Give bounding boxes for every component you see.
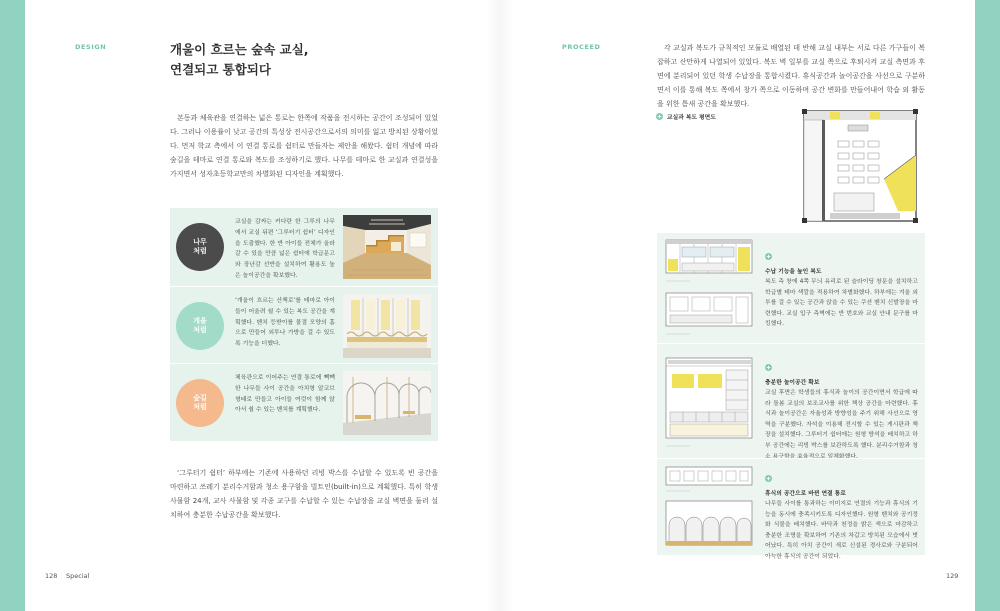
detail-text-block: [765, 468, 918, 563]
closing-paragraph: ‘그루터기 쉼터’ 하부에는 기존에 사용하던 리빙 박스를 수납할 수 있도록 빈 공간을 마련하고 쓰레기 분리수거함과 청소 용구함을 빌트인(built-in)으로 계획했다. 특히 학생 사물함 24개, 교사 사물함 및 각종 교구를 수납할 수 있는 수납장을 교실 벽면을 둘러 설치하여 충분한 수납공간을 확보했다.: [170, 469, 438, 519]
stump-shelter-classroom-photo: [343, 215, 431, 279]
detail-description: 교실 후면은 학생들의 휴식과 놀이의 공간이면서 학급에 따라 돌봄 교실의 보조교사를 위한 책상 공간을 마련했다. 휴식과 놀이공간은 자율성과 방향성을 주기 위해 사선으로 영역을 구분했다. 자석을 이용해 전시할 수 있는 게시판과 책장을 설치했다. 그루터기 쉼터에는 원형 방석을 배치하고 하부 공간에는 리빙 박스를 보관하도록 했다. 분리수거함과 청소 용구함을 효율적으로 일체화했다.: [765, 390, 918, 460]
page-gutter: [486, 0, 514, 611]
article-title-line-2: 연결되고 통합되다: [170, 62, 271, 77]
detail-description: 나무들 사이를 통과하는 이미지로 연결의 기능과 휴식의 기능을 동시에 충족시키도록 디자인했다. 원형 벤치와 공기정화 식물을 배치했다. 바닥과 천정을 밝은 색으로 마감하고 충분한 조명을 확보하여 기존의 차갑고 방치된 모습에서 벗어났다. 특히 아치 공간이 새로 신설된 경사로와 구분되어 아늑한 휴식의 공간이 되었다.: [765, 501, 918, 560]
corridor-wave-bench-photo: [343, 294, 431, 358]
theme-badge-forest-path: [176, 379, 224, 427]
plus-circle-icon: [656, 113, 663, 120]
badge-label-line-1: 개울: [193, 317, 207, 325]
detail-text-block: [765, 246, 918, 341]
detail-text-block: [765, 357, 918, 463]
left-edge-color-bar: [0, 0, 25, 611]
article-title: [170, 40, 450, 80]
detail-row-corridor-storage: [657, 233, 925, 342]
badge-label-line-2: 처럼: [193, 403, 207, 411]
plus-circle-icon: [765, 475, 772, 482]
intro-paragraph: 본동과 체육관을 연결하는 넓은 통로는 한쪽에 작품을 전시하는 공간이 조성되어 있었다. 그러나 이용률이 낮고 공간의 특성상 전시공간으로서의 의미를 잃고 방치된 상황이었다. 먼저 학교 측에서 이 연결 통로를 쉼터로 만들자는 제안을 해왔다. 쉼터 개념에 따라 숲길을 테마로 연결 통로와 복도를 조성하기로 했다. 나무를 테마로 한 교실과 연결성을 가지면서 성자초등학교만의 차별화된 디자인을 계획했다.: [170, 114, 438, 178]
feature-description: 교실을 감싸는 커다란 한 그루의 나무에서 교실 뒤편 ‘그루터기 쉼터’ 디자인을 도출했다. 한 반 아이들 전체가 올라갈 수 있을 만큼 넓은 쉼터에 학급문고와 장난감 선반을 설치하여 활용도 높은 놀이공간을 확보했다.: [235, 219, 335, 279]
detail-title: 충분한 놀이공간 확보: [765, 380, 820, 386]
badge-label-line-2: 처럼: [193, 247, 207, 255]
feature-row-stream: [170, 286, 438, 364]
detail-title: 수납 기능을 높인 복도: [765, 269, 822, 275]
floor-plan-caption: [656, 112, 716, 121]
detail-description: 복도 측 창에 4쪽 무늬 유리로 된 슬라이딩 창문을 설치하고 학급별 테마 색깔을 적용하여 차별화했다. 하부에는 겨울 외투를 걸 수 있는 공간과 앉을 수 있는 쿠션 벤치 신발장을 마련했다. 교실 입구 측벽에는 반 번호와 교실 안내 문구를 마킹했다.: [765, 279, 918, 328]
detail-row-play-space: [657, 343, 925, 458]
section-name: Special: [66, 572, 90, 580]
arched-passage-elevation-drawing: [660, 461, 758, 554]
badge-label-line-1: 숲길: [193, 394, 207, 402]
section-kicker-proceed: PROCEED: [562, 43, 601, 51]
detail-row-connecting-passage: [657, 458, 925, 560]
article-title-line-1: 개울이 흐르는 숲속 교실,: [170, 42, 309, 57]
theme-badge-stream: [176, 302, 224, 350]
page-number-right: 129: [946, 572, 959, 580]
theme-badge-tree: [176, 223, 224, 271]
classroom-floor-plan-drawing: [800, 107, 920, 225]
classroom-rear-section-drawing: [660, 346, 758, 456]
badge-label-line-2: 처럼: [193, 326, 207, 334]
section-kicker-design: DESIGN: [75, 43, 107, 51]
plus-circle-icon: [765, 364, 772, 371]
right-edge-color-bar: [975, 0, 1000, 611]
page-number-left: 128: [45, 572, 58, 580]
feature-description: ‘개울이 흐르는 산책로’를 테마로 아이들이 어울려 쉴 수 있는 복도 공간을 계획했다. 벤치 등받이를 물결 모양의 홈으로 만들어 외투나 가방을 걸 수 있도록 기능을 더했다.: [235, 298, 335, 348]
arched-passage-photo: [343, 371, 431, 435]
feature-description: 체육관으로 이어주는 연결 통로에 빽빽한 나무들 사이 공간을 아치형 알코브 형태로 만들고 아이들 여럿이 함께 앉아서 쉴 수 있는 벤치를 계획했다.: [235, 375, 335, 414]
corridor-elevation-drawing: [660, 235, 758, 340]
feature-row-forest-path: [170, 363, 438, 442]
floor-plan-caption-label: 교실과 복도 평면도: [667, 115, 716, 121]
theme-feature-panel: [170, 208, 438, 441]
detail-title: 휴식의 공간으로 바뀐 연결 통로: [765, 491, 846, 497]
plus-circle-icon: [765, 253, 772, 260]
detail-drawings-panel: [657, 233, 925, 560]
feature-row-tree: [170, 208, 438, 285]
proceed-paragraph: 각 교실과 복도가 규칙적인 모듈로 배열된 데 반해 교실 내부는 서로 다른 가구들이 복잡하고 산만하게 나열되어 있었다. 복도 벽 일부를 교실 쪽으로 후퇴시켜 교실 측면과 후면에 분리되어 있던 학생 수납장을 통합시켰다. 휴식공간과 놀이공간을 사선으로 구분하면서 이를 통해 복도 쪽에서 창가 쪽으로 이동하며 공간 변화를 만들어내어 학습 외 활동을 위한 틈새 공간을 확보했다.: [657, 44, 925, 108]
badge-label-line-1: 나무: [193, 238, 207, 246]
